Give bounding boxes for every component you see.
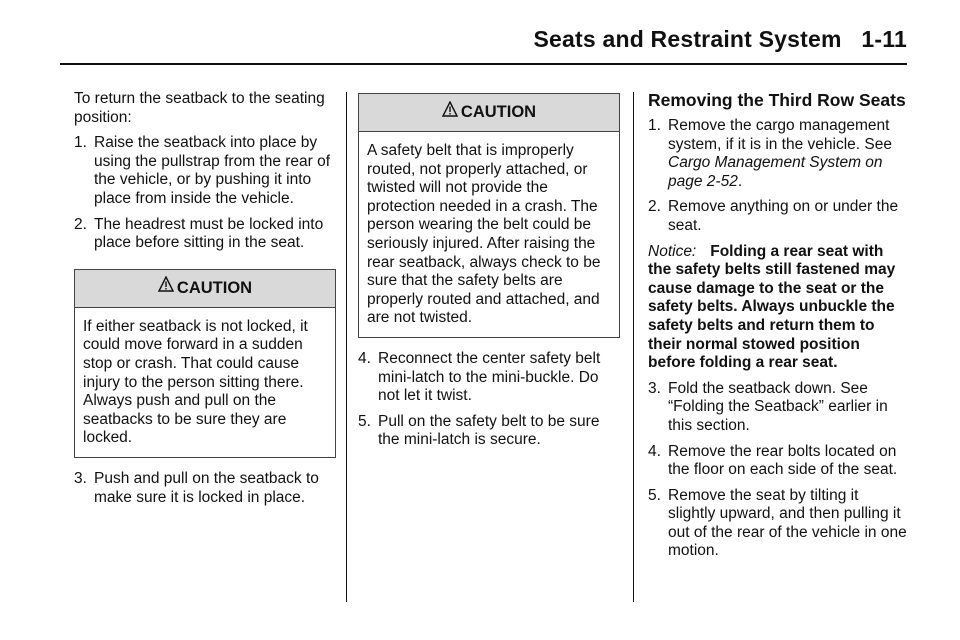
notice-label: Notice:: [648, 242, 697, 260]
warning-triangle-icon: [158, 276, 174, 292]
column-divider-2: [633, 92, 634, 602]
column-divider-1: [346, 92, 347, 602]
list-item: 4. Reconnect the center safety belt mini-latch to the mini-buckle. Do not let it twist.: [358, 349, 601, 405]
caution-label: CAUTION: [460, 103, 537, 122]
list-item: 3. Push and pull on the seatback to make sure it is locked in place.: [74, 469, 319, 506]
section-title: Seats and Restraint System: [533, 26, 842, 52]
page-header: [60, 26, 907, 53]
page-number: 1-11: [861, 26, 907, 52]
caution-text: A safety belt that is improperly routed, not properly attached, or twisted will not provide the protection needed in a crash. The person wearing the belt could be seriously injured. After raising the rear seatback, always check to be sure that the safety belts are properly routed and attached, and are not twisted.: [367, 142, 601, 327]
list-item: 1. Raise the seatback into place by using the pullstrap from the rear of the vehicle, or by pushing it into place from inside the vehicle.: [74, 134, 331, 207]
column-1: [74, 90, 336, 514]
section-heading: Removing the Third Row Seats: [648, 90, 906, 110]
header-divider: [60, 63, 907, 65]
caution-label: CAUTION: [176, 278, 253, 297]
caution-text: If either seatback is not locked, it could move forward in a sudden stop or crash. That could cause injury to the person sitting there. Always push and pull on the seatbacks to be sure they are locked.: [83, 317, 308, 447]
column-2: [358, 90, 620, 457]
list-item: 5. Remove the seat by tilting it slightly upward, and then pulling it out of the rear of the vehicle in one motion.: [648, 486, 907, 560]
caution-box: [74, 269, 336, 458]
list-item: 1. Remove the cargo management system, if it is in the vehicle. See Cargo Management System on page 2-52.: [648, 117, 892, 190]
warning-triangle-icon: [442, 101, 458, 117]
list-item: 2. Remove anything on or under the seat.: [648, 198, 899, 234]
list-item: 5. Pull on the safety belt to be sure the mini-latch is secure.: [358, 412, 600, 449]
notice-paragraph: Notice: Folding a rear seat with the safety belts still fastened may cause damage to the seat or the safety belts. Always unbuckle the safety belts and return them to their normal stowed position before folding a rear seat.: [648, 242, 896, 372]
list-item: 3. Fold the seatback down. See “Folding the Seatback” earlier in this section.: [648, 379, 888, 434]
intro-text: To return the seatback to the seating position:: [74, 90, 325, 126]
caution-header: [359, 94, 619, 132]
caution-header: [75, 270, 335, 308]
column-3: [648, 90, 910, 568]
caution-box: [358, 93, 620, 338]
list-item: 4. Remove the rear bolts located on the floor on each side of the seat.: [648, 442, 898, 479]
cross-reference: Cargo Management System on page 2-52: [668, 154, 883, 190]
list-item: 2. The headrest must be locked into place before sitting in the seat.: [74, 215, 324, 252]
